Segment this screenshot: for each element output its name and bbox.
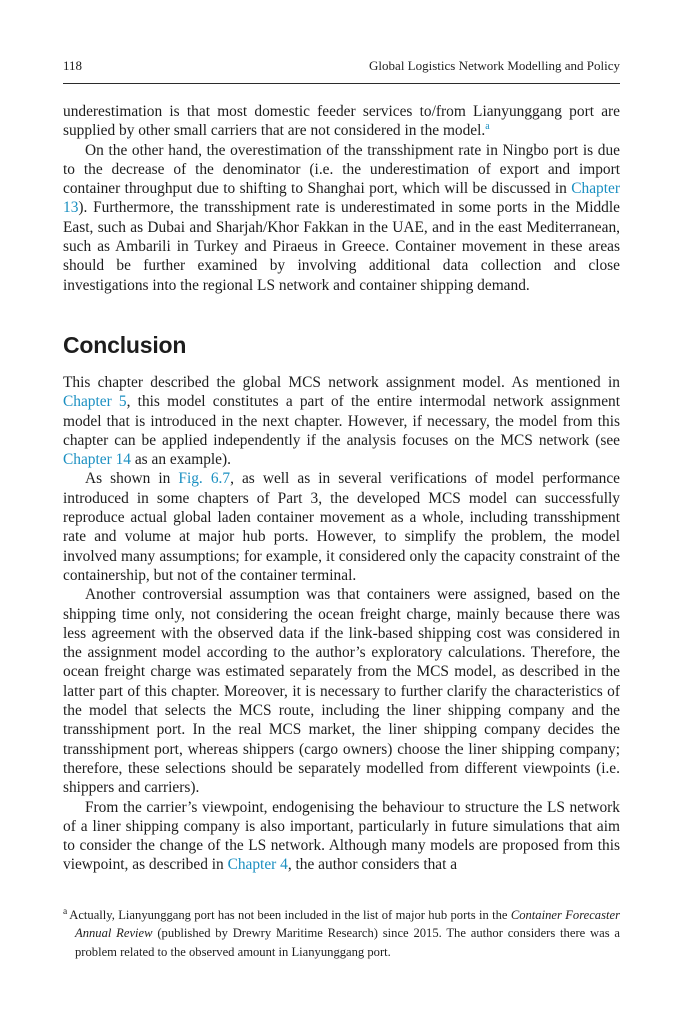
text-run: Actually, Lianyunggang port has not been included in the list of major hub ports in the	[69, 907, 511, 922]
cross-reference-link[interactable]: Fig. 6.7	[178, 470, 231, 488]
text-run: From the carrier’s viewpoint, endogenising the behaviour to structure the LS network of a liner shipping company is also important, particularly in future simulations that aim to consider the change of the LS network. Although many models are proposed from this viewpoint, as described in	[63, 798, 620, 874]
paragraph	[63, 141, 620, 295]
section-heading: Conclusion	[63, 331, 187, 358]
footnote-paragraph	[63, 906, 620, 962]
italic-publication-title: Container Forecaster Annual Review	[75, 907, 620, 941]
text-run: ). Furthermore, the transshipment rate is underestimated in some ports in the Middle East, such as Dubai and Sharjah/Khor Fakkan in the UAE, and in the east Mediterranean, such as Ambarili in Turkey and Piraeus in Greece. Container movement in these areas should be further examined by involving additional data collection and close investigations into the regional LS network and container shipping demand.	[63, 199, 620, 294]
paragraph	[63, 798, 620, 875]
body-content	[63, 102, 620, 875]
footnote-reference-link[interactable]: a	[485, 121, 490, 133]
running-head	[63, 58, 620, 84]
paragraph	[63, 102, 620, 141]
text-run: , as well as in several verifications of model performance introduced in some chapters of Part 3, the developed MCS model can successfully reproduce actual global laden container movement as a whole, including transshipment rate and volume at major hub ports. However, to simplify the problem, the model involved many assumptions; for example, it considered only the capacity constraint of the containership, but not of the container terminal.	[63, 470, 620, 584]
text-run: as an example).	[130, 451, 231, 469]
cross-reference-link[interactable]: Chapter 14	[63, 451, 131, 469]
footnote	[63, 906, 620, 962]
cross-reference-link[interactable]: Chapter 4	[227, 856, 288, 874]
text-run: , the author considers that a	[287, 856, 458, 874]
text-run: , this model constitutes a part of the entire intermodal network assignment model that is introduced in the next chapter. However, if necessary, the model from this chapter can be applied independently if the analysis focuses on the MCS network (see	[63, 393, 621, 449]
running-title: Global Logistics Network Modelling and Policy	[369, 58, 620, 73]
cross-reference-link[interactable]: Chapter 5	[63, 393, 127, 411]
footnote-marker: a	[63, 906, 68, 917]
paragraph	[63, 585, 620, 797]
text-run: This chapter described the global MCS network assignment model. As mentioned in	[63, 373, 620, 391]
text-run: (published by Drewry Maritime Research) since 2015. The author considers there was a problem related to the observed amount in Lianyunggang port.	[75, 926, 620, 960]
text-run: On the other hand, the overestimation of the transshipment rate in Ningbo port is due to the decrease of the denominator (i.e. the underestimation of export and import container throughput due to shifting to Shanghai port, which will be discussed in	[63, 141, 620, 198]
paragraph	[63, 469, 620, 585]
text-run: Another controversial assumption was that containers were assigned, based on the shipping time only, not considering the ocean freight charge, mainly because there was less agreement with the observed data if the link-based shipping cost was considered in the assignment model according to the author’s exploratory calculations. Therefore, the ocean freight charge was estimated separately from the MCS model, as described in the latter part of this chapter. Moreover, it is necessary to further clarify the characteristics of the model that selects the MCS route, including the liner shipping company and the transshipment port. In the real MCS market, the liner shipping company decides the transshipment port, whereas shippers (cargo owners) choose the liner shipping company; therefore, these selections should be separately modelled from different viewpoints (i.e. shippers and carriers).	[63, 586, 620, 797]
cross-reference-link[interactable]: Chapter 13	[63, 180, 620, 217]
text-run: underestimation is that most domestic feeder services to/from Lianyunggang port are supplied by other small carriers that are not considered in the model.	[63, 103, 620, 140]
text-run: As shown in	[85, 470, 179, 488]
page-number: 118	[63, 58, 83, 73]
paragraph	[63, 373, 620, 469]
